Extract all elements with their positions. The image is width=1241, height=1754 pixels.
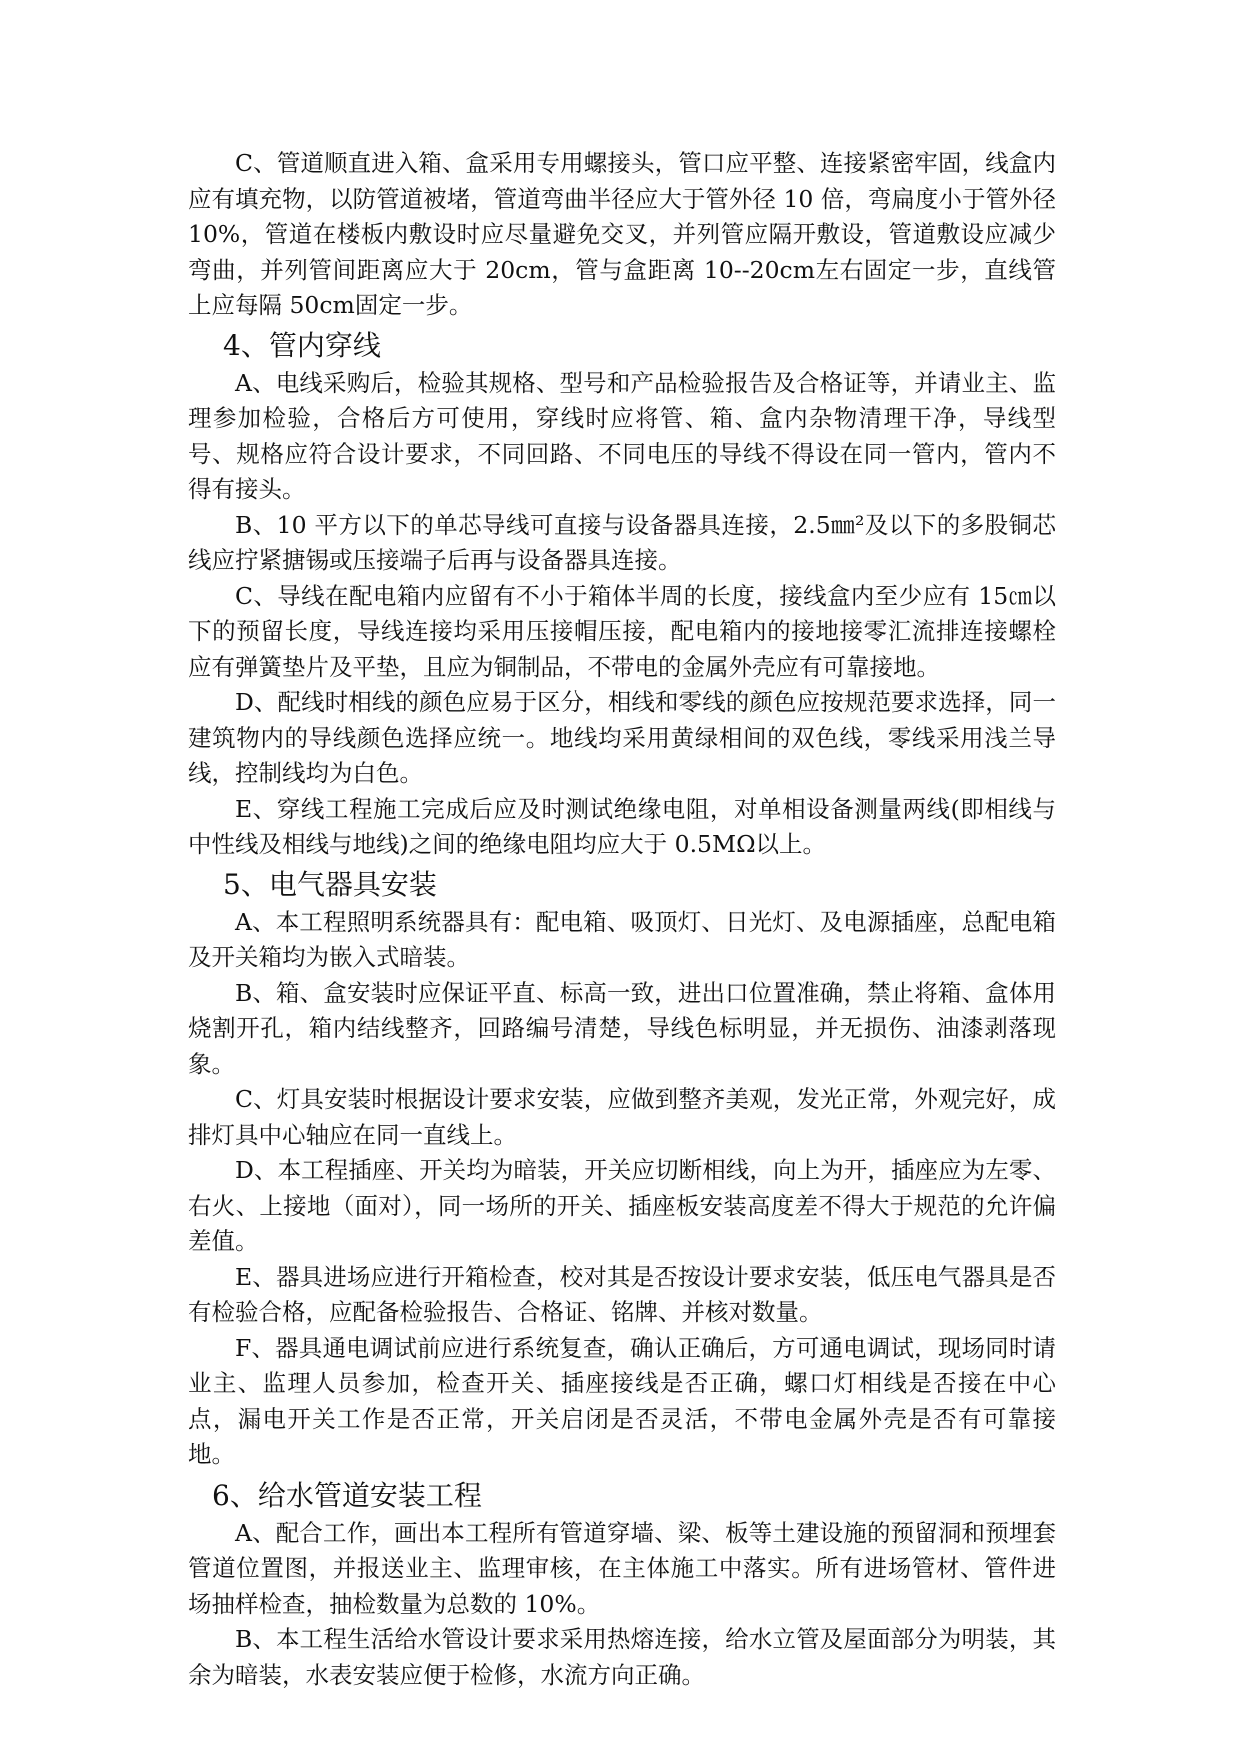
- paragraph-4c: C、导线在配电箱内应留有不小于箱体半周的长度，接线盒内至少应有 15㎝以下的预留长度，导线连接均采用压接帽压接，配电箱内的接地接零汇流排连接螺栓应有弹簧垫片及平垫，且应为铜制品，不带电的金属外壳应有可靠接地。: [188, 581, 1056, 681]
- document-page: [188, 146, 1064, 1693]
- paragraph-5e: E、器具进场应进行开箱检查，校对其是否按设计要求安装，低压电气器具是否有检验合格，应配备检验报告、合格证、铭牌、并核对数量。: [188, 1262, 1056, 1326]
- paragraph-4b: B、10 平方以下的单芯导线可直接与设备器具连接，2.5㎜²及以下的多股铜芯线应拧紧搪锡或压接端子后再与设备器具连接。: [188, 510, 1056, 574]
- section-heading-water-pipe-installation: 6、给水管道安装工程: [212, 1478, 482, 1512]
- paragraph-5f: F、器具通电调试前应进行系统复查，确认正确后，方可通电调试，现场同时请业主、监理人员参加，检查开关、插座接线是否正确，螺口灯相线是否接在中心点，漏电开关工作是否正常，开关启闭是否灵活，不带电金属外壳是否有可靠接地。: [188, 1333, 1056, 1468]
- paragraph-4d: D、配线时相线的颜色应易于区分，相线和零线的颜色应按规范要求选择，同一建筑物内的导线颜色选择应统一。地线均采用黄绿相间的双色线，零线采用浅兰导线，控制线均为白色。: [188, 688, 1056, 787]
- paragraph-5a: A、本工程照明系统器具有：配电箱、吸顶灯、日光灯、及电源插座，总配电箱及开关箱均为嵌入式暗装。: [188, 907, 1056, 971]
- paragraph-6b: B、本工程生活给水管设计要求采用热熔连接，给水立管及屋面部分为明装，其余为暗装，水表安装应便于检修，水流方向正确。: [188, 1625, 1056, 1689]
- paragraph-5c: C、灯具安装时根据设计要求安装，应做到整齐美观，发光正常，外观完好，成排灯具中心轴应在同一直线上。: [188, 1085, 1056, 1149]
- section-heading-wire-threading: 4、管内穿线: [223, 328, 381, 362]
- paragraph-6a: A、配合工作，画出本工程所有管道穿墙、梁、板等土建设施的预留洞和预埋套管道位置图，并报送业主、监理审核，在主体施工中落实。所有进场管材、管件进场抽样检查，抽检数量为总数的 10%。: [188, 1518, 1056, 1618]
- paragraph-conduit-entry: C、管道顺直进入箱、盒采用专用螺接头，管口应平整、连接紧密牢固，线盒内应有填充物，以防管道被堵，管道弯曲半径应大于管外径 10 倍，弯扁度小于管外径 10%，管道在楼板内敷设时应尽量避免交叉，并列管应隔开敷设，管道敷设应减少弯曲，并列管间距离应大于 20cm，管与盒距离 10--20cm左右固定一步，直线管上应每隔 50cm固定一步。: [188, 149, 1064, 319]
- paragraph-4a: A、电线采购后，检验其规格、型号和产品检验报告及合格证等，并请业主、监理参加检验，合格后方可使用，穿线时应将管、箱、盒内杂物清理干净，导线型号、规格应符合设计要求，不同回路、不同电压的导线不得设在同一管内，管内不得有接头。: [188, 368, 1056, 503]
- paragraph-5d: D、本工程插座、开关均为暗装，开关应切断相线，向上为开，插座应为左零、右火、上接地（面对），同一场所的开关、插座板安装高度差不得大于规范的允许偏差值。: [188, 1156, 1056, 1255]
- paragraph-4e: E、穿线工程施工完成后应及时测试绝缘电阻，对单相设备测量两线(即相线与中性线及相线与地线)之间的绝缘电阻均应大于 0.5MΩ以上。: [188, 794, 1056, 858]
- section-heading-electrical-fixtures: 5、电气器具安装: [223, 867, 437, 901]
- paragraph-5b: B、箱、盒安装时应保证平直、标高一致，进出口位置准确，禁止将箱、盒体用烧割开孔，箱内结线整齐，回路编号清楚，导线色标明显，并无损伤、油漆剥落现象。: [188, 978, 1056, 1078]
